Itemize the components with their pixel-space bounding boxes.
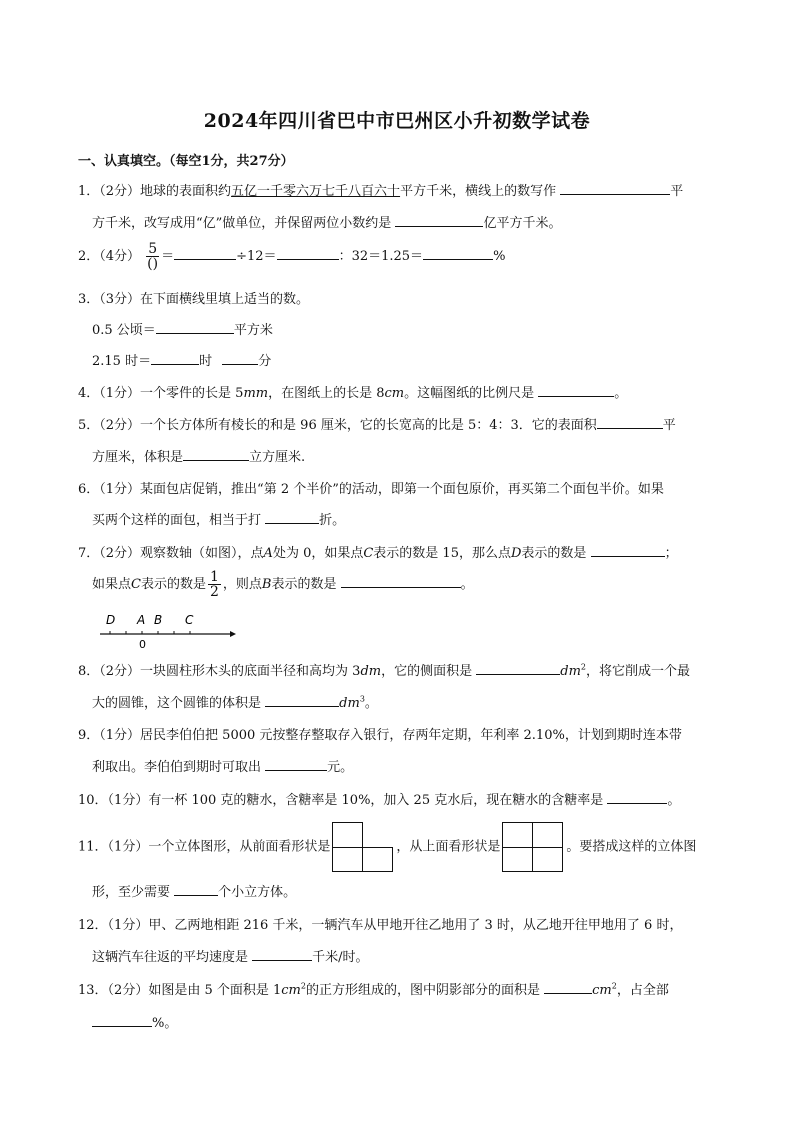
axis-label-d: D [106, 613, 116, 627]
axis-label-b: B [154, 613, 163, 627]
question-12-line-2: 这辆汽车往返的平均速度是 千米/时。 [92, 950, 369, 965]
answer-blank[interactable] [341, 575, 461, 588]
question-7-line-2: 如果点C表示的数是 $\frac{1}{2}$ ，则点B表示的数是 。 [92, 569, 474, 600]
question-12-line-1: 12．（1分）甲、乙两地相距 216 千米，一辆汽车从甲地开往乙地用了 3 时，从乙地开往甲地用了 6 时， [78, 918, 683, 933]
question-2: 2．（4分） $\frac{5}{()}$ ＝ ÷12＝ ：32＝1.25＝ % [78, 241, 506, 272]
answer-blank[interactable] [183, 448, 249, 461]
answer-blank[interactable] [265, 758, 327, 771]
question-13-line-1: 13．（2分）如图是由 5 个面积是 $1cm^2$的正方形组成的，图中阴影部分的面积是 $cm^2$，占全部 [78, 981, 669, 998]
answer-blank[interactable] [222, 352, 258, 365]
question-9-line-1: 9．（1分）居民李伯伯把 5000 元按整存整取存入银行，存两年定期，年利率 2.10%，计划到期时连本带 [78, 728, 682, 743]
question-3-line-3: 2.15 时＝ 时 分 [92, 354, 272, 369]
answer-blank[interactable] [151, 352, 199, 365]
answer-blank[interactable] [538, 384, 614, 397]
answer-blank[interactable] [423, 247, 493, 260]
fraction: $\frac{5}{()}$ [147, 241, 159, 272]
answer-blank[interactable] [560, 182, 670, 195]
answer-blank[interactable] [265, 511, 319, 524]
answer-blank[interactable] [174, 247, 236, 260]
answer-blank[interactable] [597, 416, 663, 429]
question-1-line-1: 1．（2分）地球的表面积约五亿一千零六万七千八百六十平方千米，横线上的数写作 平 [78, 184, 684, 199]
fraction: $\frac{1}{2}$ [209, 569, 219, 600]
axis-label-c: C [185, 613, 194, 627]
question-6-line-2: 买两个这样的面包，相当于打 折。 [92, 513, 346, 528]
question-8-line-2: 大的圆锥，这个圆锥的体积是 $dm^3$。 [92, 694, 378, 711]
answer-blank[interactable] [591, 544, 665, 557]
question-11-line-2: 形，至少需要 个小立方体。 [92, 885, 297, 900]
answer-blank[interactable] [476, 662, 560, 675]
question-4: 4．（1分）一个零件的长是 5mm，在图纸上的长是 8cm。这幅图纸的比例尺是 。 [78, 386, 628, 401]
top-view-grid [502, 822, 564, 872]
axis-label-a: A [137, 613, 146, 627]
answer-blank[interactable] [174, 883, 218, 896]
answer-blank[interactable] [252, 948, 312, 961]
question-9-line-2: 利取出。李伯伯到期时可取出 元。 [92, 760, 354, 775]
answer-blank[interactable] [92, 1014, 152, 1027]
question-8-line-1: 8．（2分）一块圆柱形木头的底面半径和高均为 3dm，它的侧面积是 $dm^2$，将它削成一个最 [78, 662, 691, 679]
question-1-line-2: 方千米，改写成用“亿”做单位，并保留两位小数约是 亿平方千米。 [92, 216, 562, 231]
answer-blank[interactable] [277, 247, 339, 260]
answer-blank[interactable] [265, 694, 339, 707]
question-6-line-1: 6．（1分）某面包店促销，推出“第 2 个半价”的活动，即第一个面包原价，再买第二个面包半价。如果 [78, 482, 664, 497]
answer-blank[interactable] [607, 791, 667, 804]
question-3: 3．（3分）在下面横线里填上适当的数。 [78, 292, 310, 307]
question-5-line-1: 5．（2分）一个长方体所有棱长的和是 96 厘米，它的长宽高的比是 5：4：3．它的表面积 平 [78, 418, 676, 433]
question-5-line-2: 方厘米，体积是 立方厘米. [92, 450, 306, 465]
answer-blank[interactable] [156, 321, 234, 334]
front-view-grid [332, 822, 394, 872]
number-line-diagram [98, 608, 238, 650]
question-7-line-1: 7．（2分）观察数轴（如图），点A处为 0，如果点C表示的数是 15，那么点D表示的数是 ； [78, 546, 678, 561]
question-10: 10．（1分）有一杯 100 克的糖水，含糖率是 10%，加入 25 克水后，现在糖水的含糖率是 。 [78, 793, 681, 808]
question-3-line-2: 0.5 公顷＝ 平方米 [92, 323, 273, 338]
question-11-line-1: 11．（1分）一个立体图形，从前面看形状是 ，从上面看形状是 。要搭成这样的立体图 [78, 822, 696, 872]
answer-blank[interactable] [395, 214, 483, 227]
page-title: 2024年四川省巴中市巴州区小升初数学试卷 [203, 110, 591, 132]
answer-blank[interactable] [544, 981, 592, 994]
section-heading: 一、认真填空。（每空1分，共27分） [78, 154, 294, 169]
axis-zero-label: 0 [139, 638, 146, 650]
question-13-line-2: %。 [92, 1012, 177, 1031]
